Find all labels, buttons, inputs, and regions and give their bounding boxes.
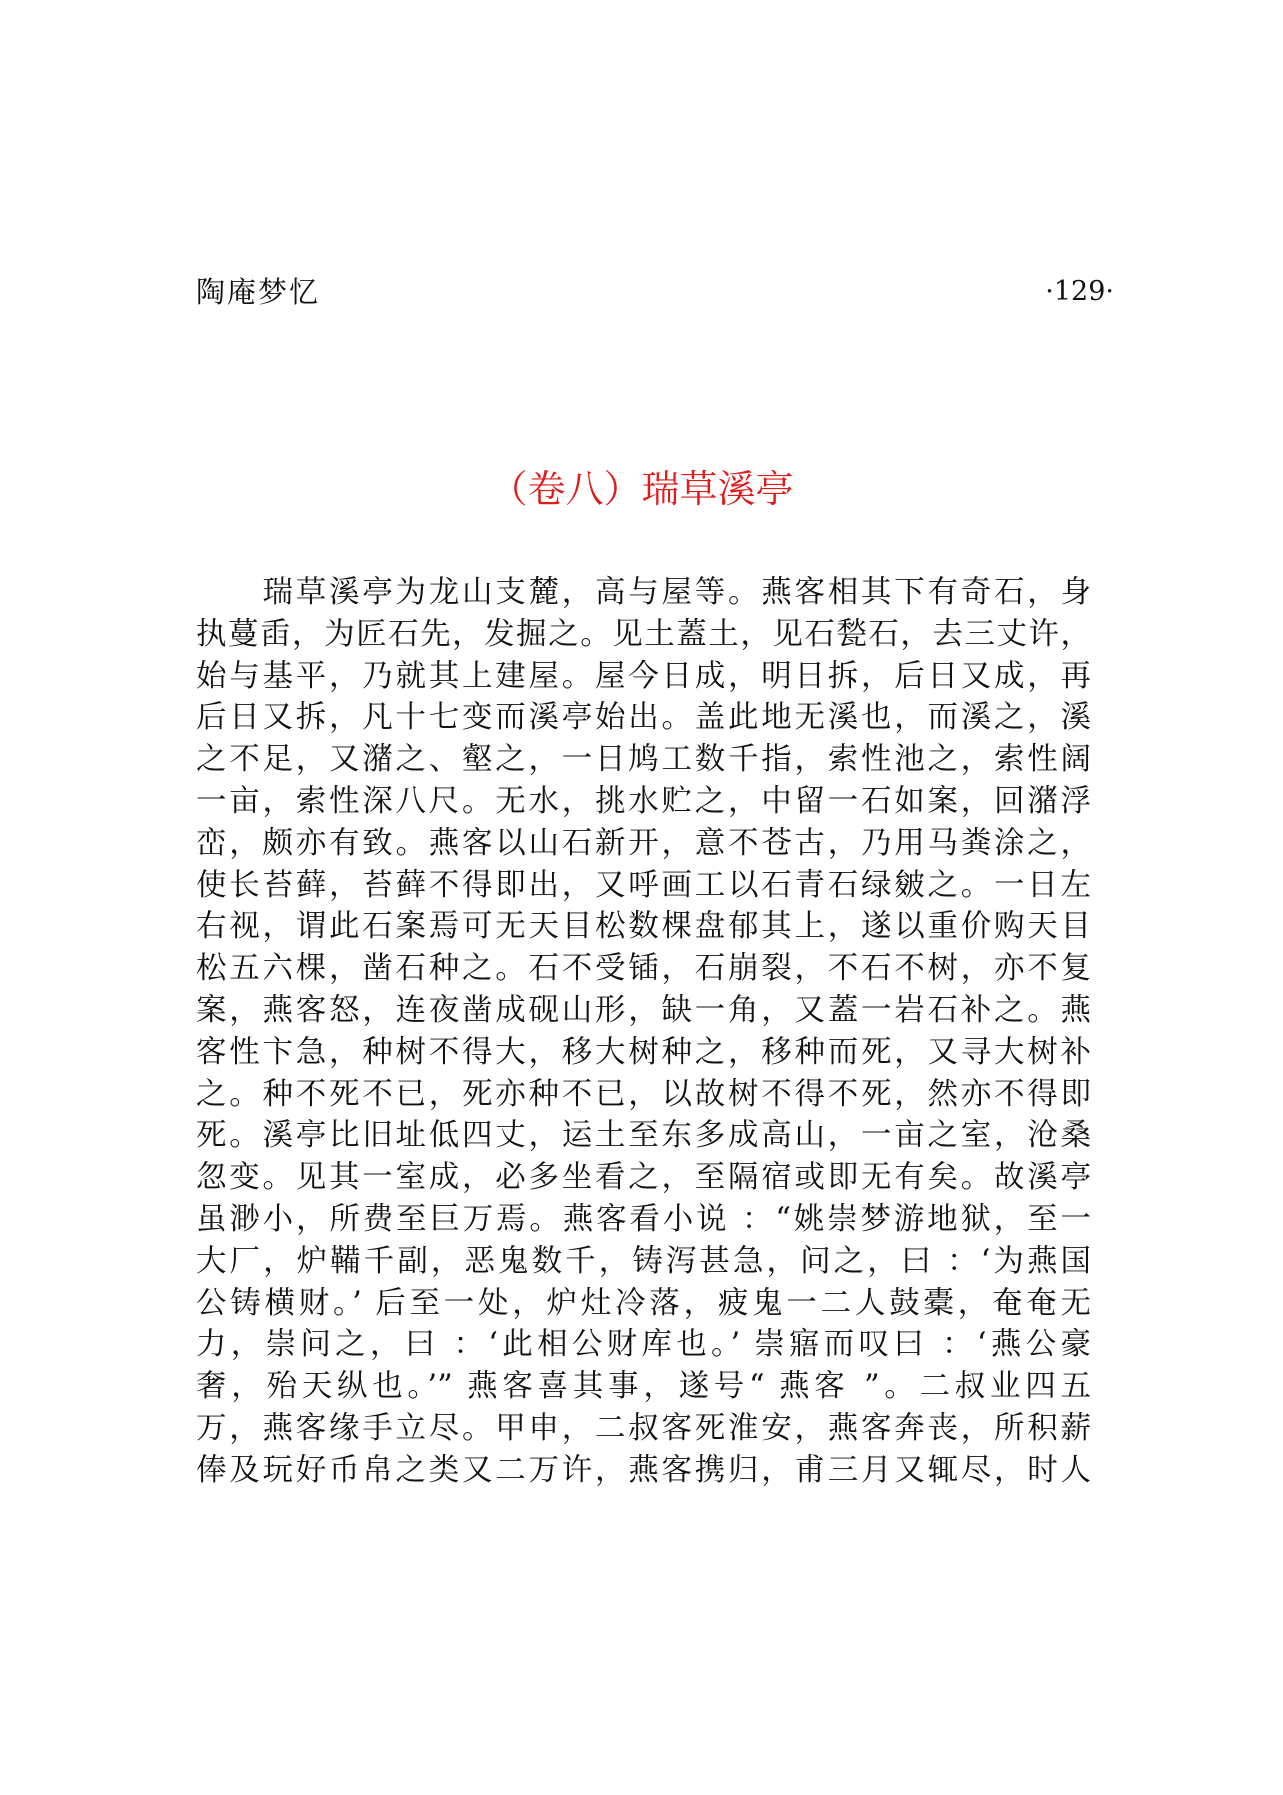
text-line: 客性卞急，种树不得大，移大树种之，移种而死，又寻大树补 <box>196 1034 1091 1070</box>
text-line: 后日又拆，凡十七变而溪亭始出。盖此地无溪也，而溪之，溪 <box>196 700 1091 736</box>
text-line: 之不足，又潴之、壑之，一日鸠工数千指，索性池之，索性阔 <box>196 742 1091 778</box>
text-line: 俸及玩好币帛之类又二万许，燕客携归，甫三月又辄尽，时人 <box>196 1452 1091 1488</box>
text-line: 案，燕客怒，连夜凿成砚山形，缺一角，又蓋一岩石补之。燕 <box>196 992 1091 1028</box>
text-line: 力，崇问之，曰 ：‘此相公财库也。’ 崇寤而叹曰 ：‘燕公豪 <box>196 1327 1091 1363</box>
text-line: 一亩，索性深八尺。无水，挑水贮之，中留一石如案，回潴浮 <box>196 783 1091 819</box>
text-line: 死。溪亭比旧址低四丈，运土至东多成高山，一亩之室，沧桑 <box>196 1118 1091 1154</box>
text-line: 虽渺小，所费至巨万焉。燕客看小说 ：“姚崇梦游地狱，至一 <box>196 1201 1091 1237</box>
page-number: ·129· <box>1045 276 1114 307</box>
text-line: 执蔓臿，为匠石先，发掘之。见土蓋土，见石甃石，去三丈许， <box>196 616 1091 652</box>
body-text <box>196 572 1091 1492</box>
text-line: 峦，颇亦有致。燕客以山石新开，意不苍古，乃用马粪涂之， <box>196 825 1091 861</box>
running-head <box>196 272 1116 312</box>
text-line: 瑞草溪亭为龙山支麓，高与屋等。燕客相其下有奇石，身 <box>196 575 1091 610</box>
chapter-title: （卷八）瑞草溪亭 <box>489 467 794 511</box>
text-line: 万，燕客缘手立尽。甲申，二叔客死淮安，燕客奔丧，所积薪 <box>196 1410 1091 1446</box>
text-line: 大厂，炉鞴千副，恶鬼数千，铸泻甚急，问之，曰 ：‘为燕国 <box>196 1243 1091 1279</box>
text-line: 右视，谓此石案焉可无天目松数棵盘郁其上，遂以重价购天目 <box>196 909 1091 945</box>
text-line: 使长苔藓，苔藓不得即出，又呼画工以石青石绿皴之。一日左 <box>196 867 1091 903</box>
text-line: 之。种不死不已，死亦种不已，以故树不得不死，然亦不得即 <box>196 1076 1091 1112</box>
book-title: 陶庵梦忆 <box>196 275 321 309</box>
text-line: 始与基平，乃就其上建屋。屋今日成，明日拆，后日又成，再 <box>196 658 1091 694</box>
text-line: 奢，殆天纵也。’” 燕客喜其事，遂号“ 燕客 ”。二叔业四五 <box>196 1369 1091 1405</box>
text-line: 松五六棵，凿石种之。石不受锸，石崩裂，不石不树，亦不复 <box>196 951 1091 987</box>
text-line: 忽变。见其一室成，必多坐看之，至隔宿或即无有矣。故溪亭 <box>196 1160 1091 1196</box>
text-line: 公铸横财。’ 后至一处，炉灶冷落，疲鬼一二人鼓橐，奄奄无 <box>196 1285 1091 1321</box>
